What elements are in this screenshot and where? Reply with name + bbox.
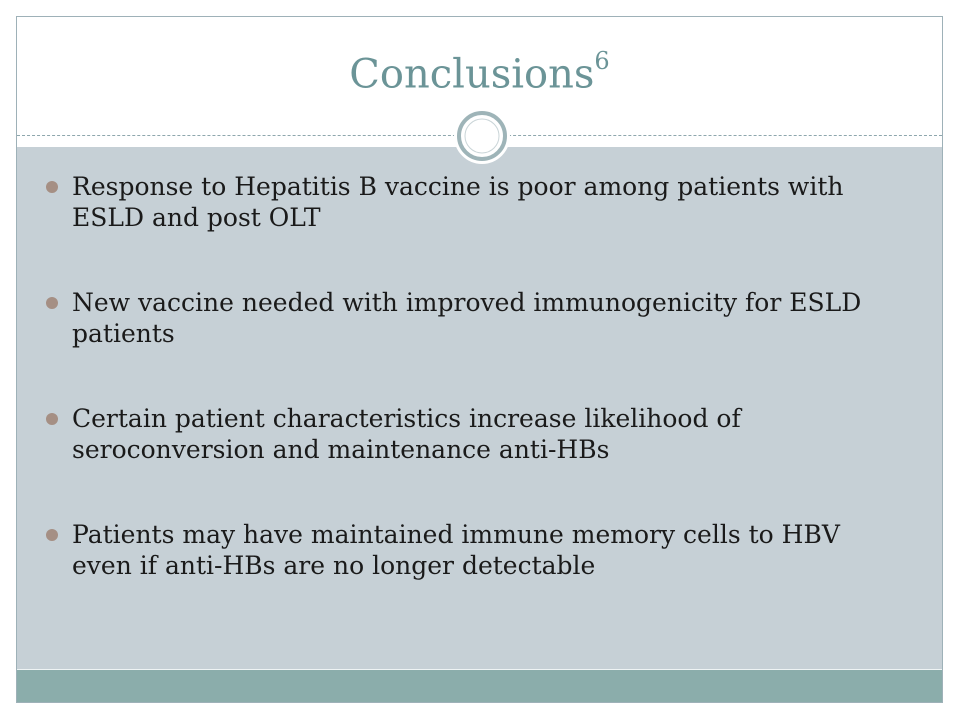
bullet-text: New vaccine needed with improved immunogenicity for ESLD patients [72, 288, 862, 348]
double-circle-ring-icon [453, 107, 511, 165]
bullet-text: Patients may have maintained immune memory cells to HBV even if anti-HBs are no longer detectable [72, 520, 840, 580]
bullet-list [17, 171, 942, 635]
title-superscript: 6 [594, 47, 610, 75]
footer-band [17, 670, 942, 702]
list-item [17, 519, 942, 581]
list-item [17, 403, 942, 465]
slide-title [17, 47, 942, 98]
filled-circle-bullet-icon [46, 297, 58, 309]
bullet-text: Response to Hepatitis B vaccine is poor among patients with ESLD and post OLT [72, 172, 844, 232]
list-item [17, 171, 942, 233]
filled-circle-bullet-icon [46, 181, 58, 193]
slide-title-text: Conclusions [349, 51, 595, 98]
filled-circle-bullet-icon [46, 529, 58, 541]
slide-frame [16, 16, 943, 703]
filled-circle-bullet-icon [46, 413, 58, 425]
list-item [17, 287, 942, 349]
bullet-text: Certain patient characteristics increase likelihood of seroconversion and maintenance anti-HBs [72, 404, 741, 464]
